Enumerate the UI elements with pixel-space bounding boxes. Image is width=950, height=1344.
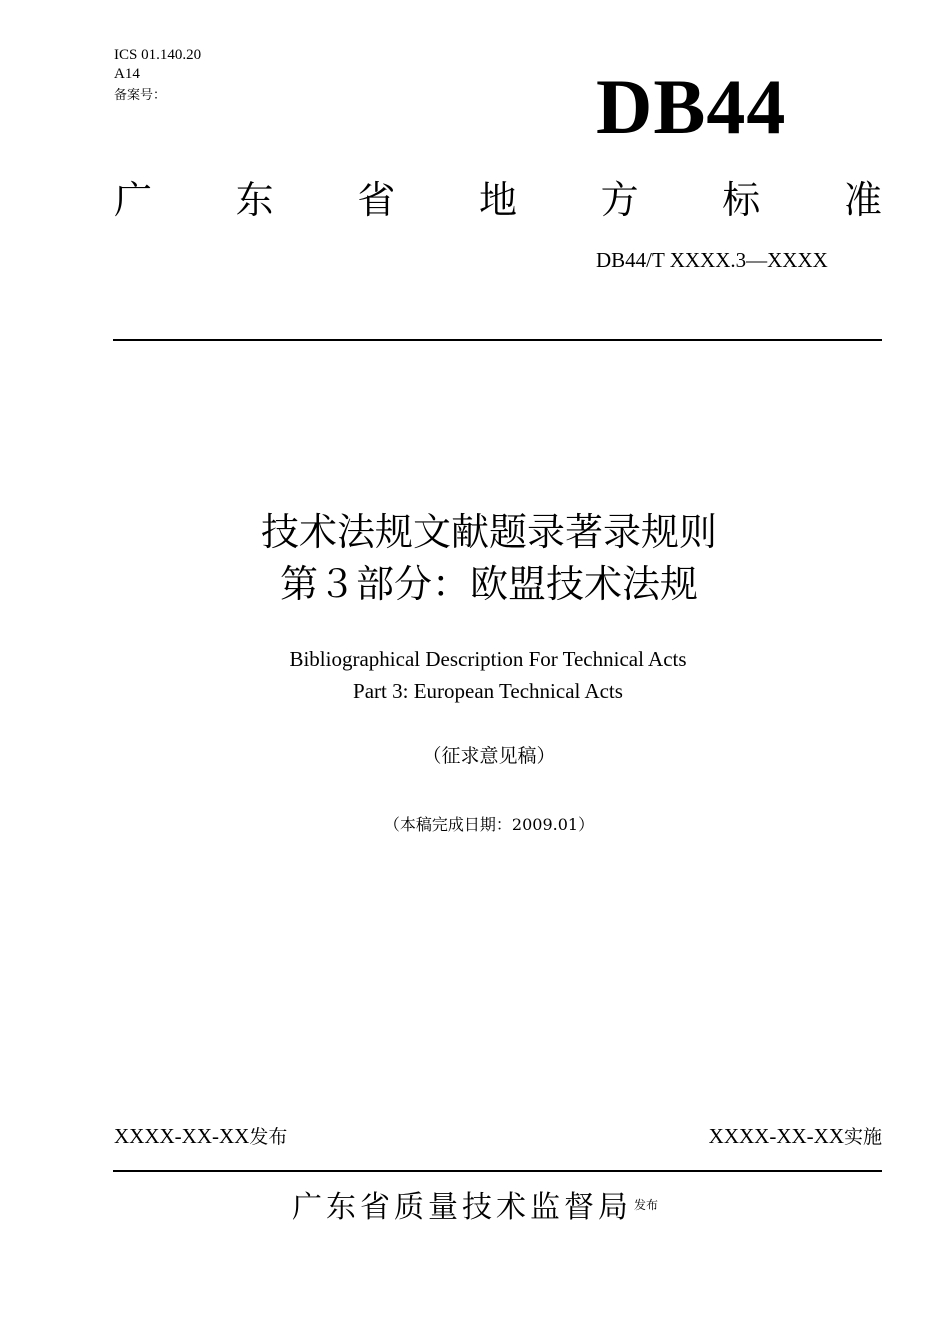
bottom-divider xyxy=(113,1170,882,1172)
title-english-line-2: Part 3: European Technical Acts xyxy=(353,679,623,703)
implementation-date xyxy=(709,1122,882,1151)
standard-type-char: 地 xyxy=(478,178,517,222)
draft-status: （征求意见稿） xyxy=(422,745,556,767)
implementation-label: 实施 xyxy=(843,1126,882,1148)
issuer-suffix: 发布 xyxy=(633,1198,658,1212)
standard-number: DB44/T XXXX.3—XXXX xyxy=(596,248,828,272)
standard-type-char: 标 xyxy=(722,178,761,222)
issue-label: 发布 xyxy=(249,1126,288,1148)
record-number-label: 备案号： xyxy=(114,88,167,103)
standard-logo: DB44 xyxy=(596,63,787,150)
standard-type-char: 东 xyxy=(235,178,274,222)
title-english-line-1: Bibliographical Description For Technical Acts xyxy=(289,647,687,671)
issuer-name: 广东省质量技术监督局 xyxy=(291,1190,632,1225)
standard-type-char: 方 xyxy=(600,178,639,222)
title-chinese-line-1: 技术法规文献题录著录规则 xyxy=(260,510,717,554)
standard-type-heading xyxy=(114,176,882,224)
standard-type-char: 准 xyxy=(843,178,882,222)
ics-code: ICS 01.140.20 xyxy=(114,47,202,63)
top-divider xyxy=(113,339,882,341)
standard-type-char: 省 xyxy=(357,178,396,222)
issuer-block xyxy=(0,1188,950,1228)
issue-date-value: XXXX-XX-XX xyxy=(114,1124,250,1148)
standard-type-char: 广 xyxy=(114,178,153,222)
title-chinese-line-2: 第３部分：欧盟技术法规 xyxy=(279,562,698,606)
classification-code: A14 xyxy=(114,66,140,82)
draft-completion-date: （本稿完成日期：2009.01） xyxy=(383,815,595,834)
issue-date xyxy=(114,1122,287,1151)
implementation-date-value: XXXX-XX-XX xyxy=(708,1124,844,1148)
